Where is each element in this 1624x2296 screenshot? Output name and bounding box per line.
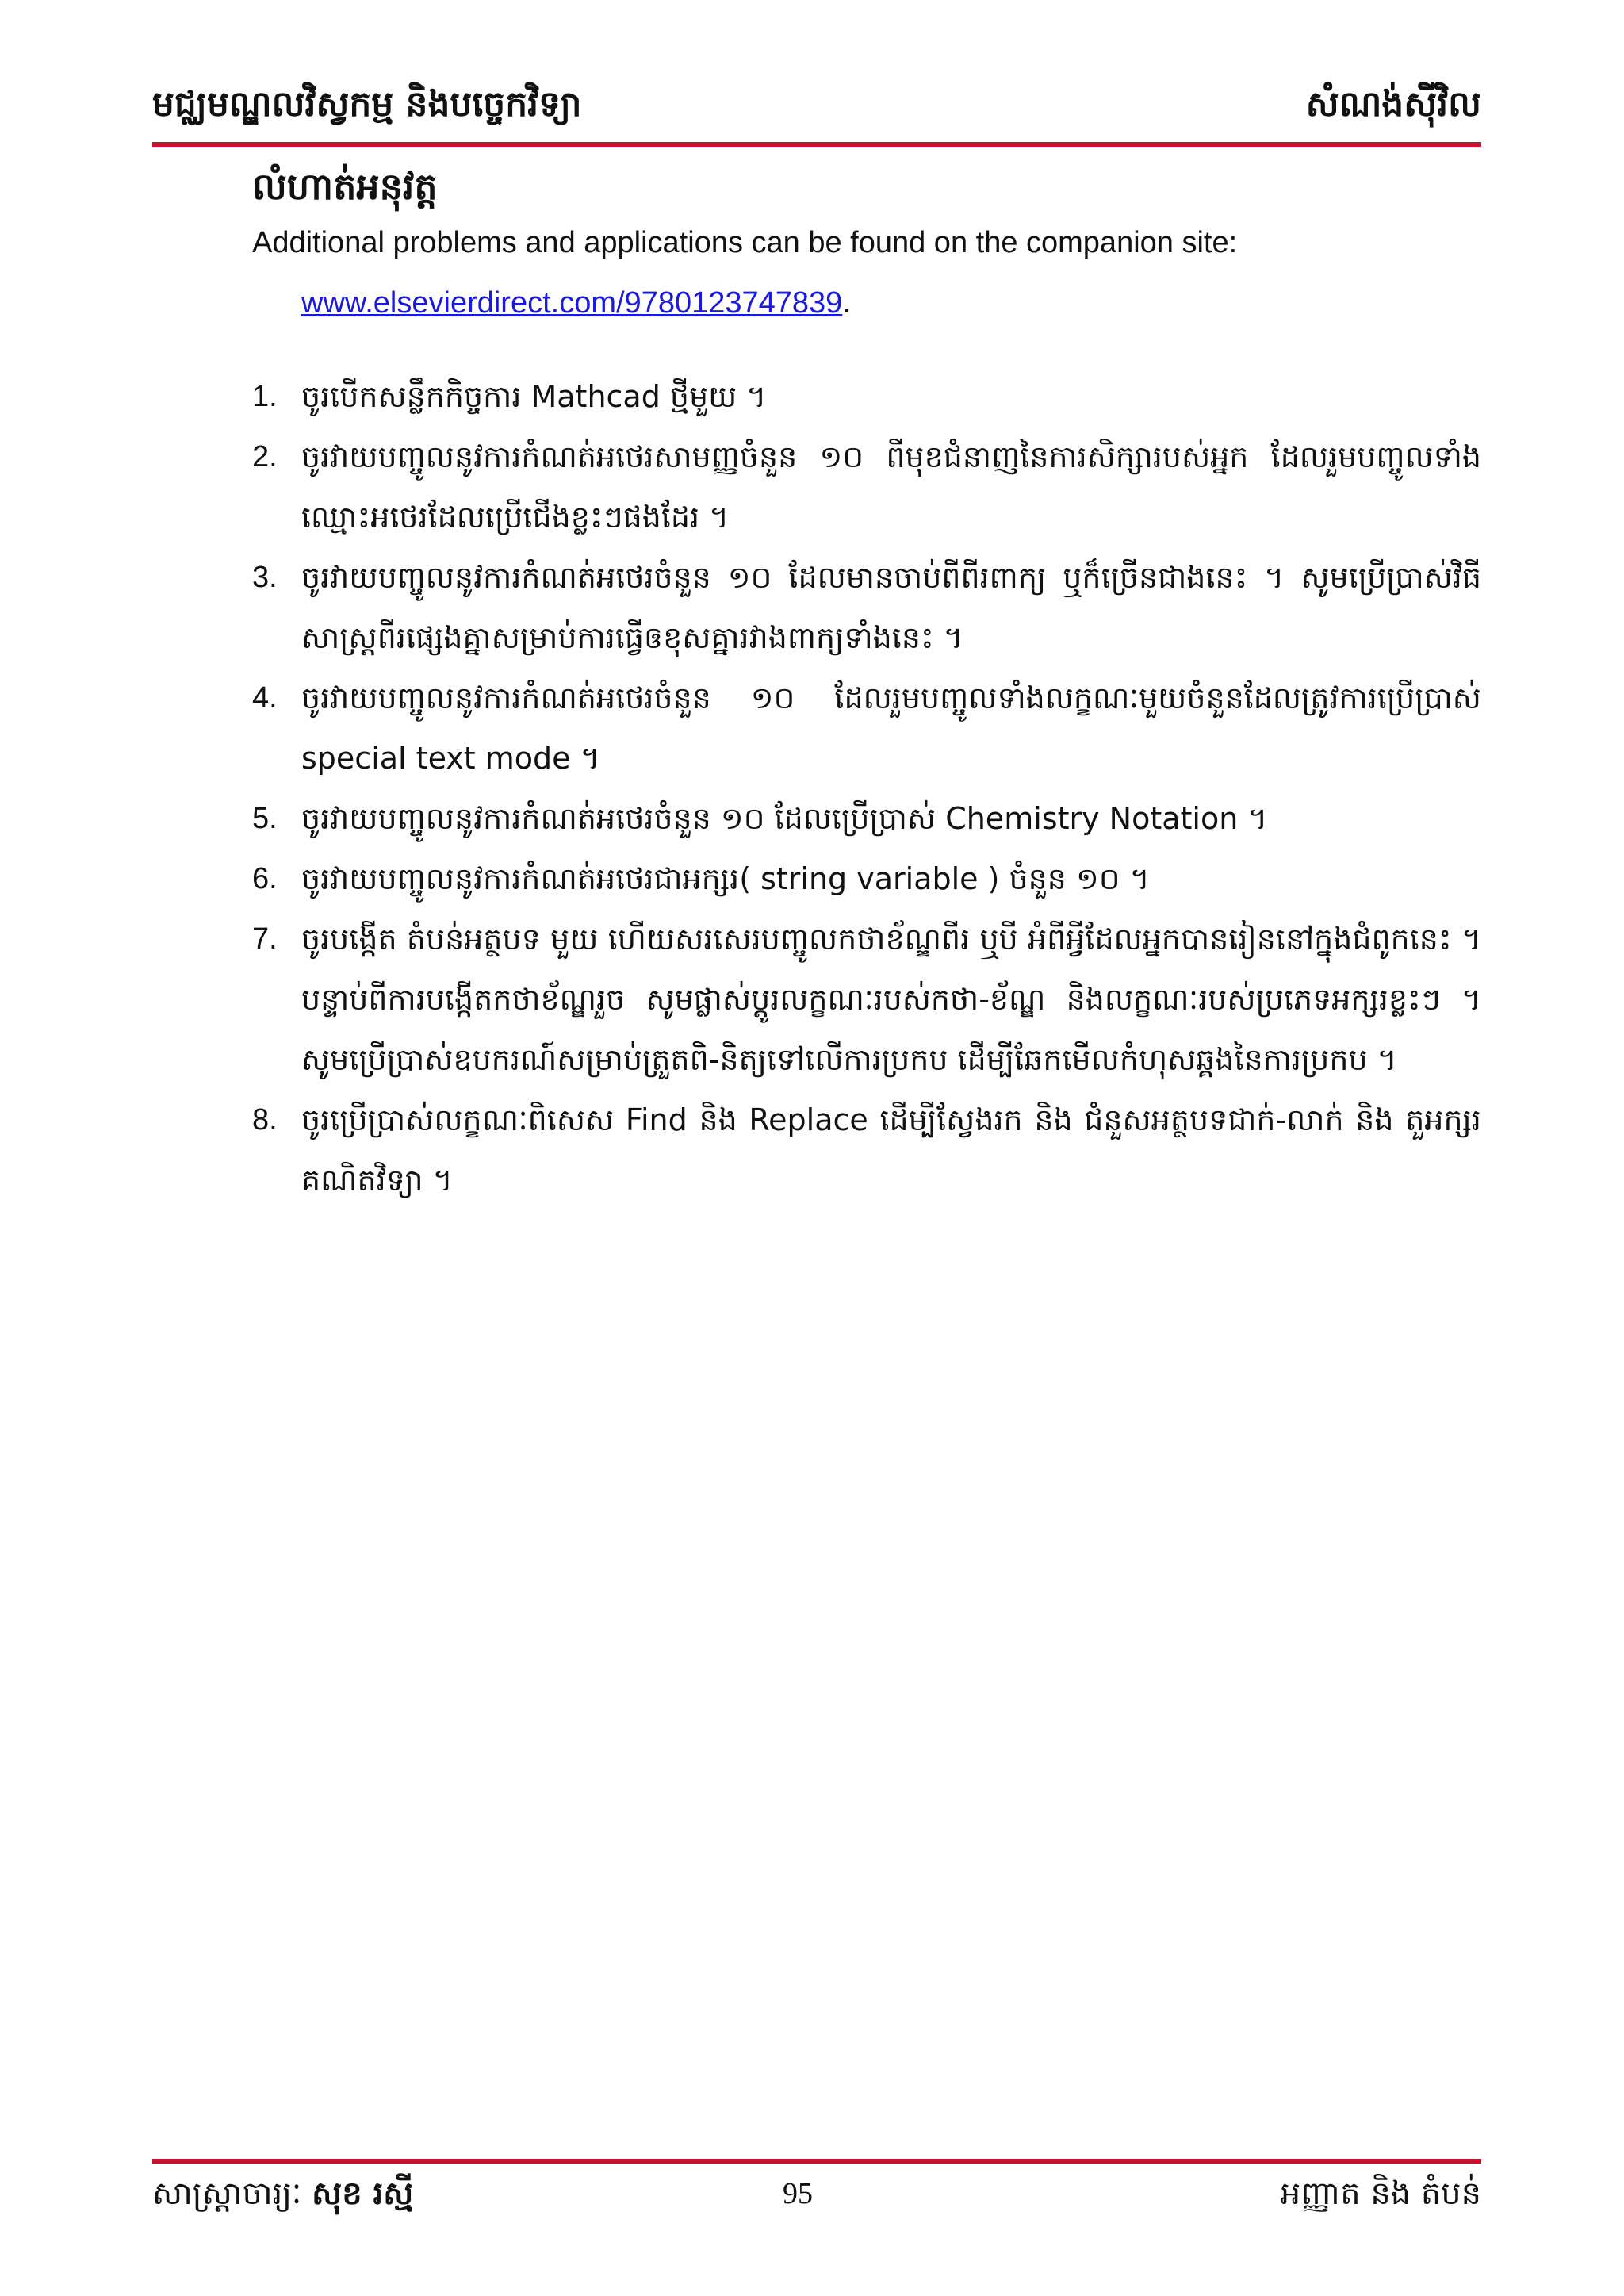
link-suffix: . bbox=[842, 286, 851, 320]
problem-item bbox=[252, 909, 1481, 1090]
problem-item bbox=[252, 668, 1481, 788]
author-label: សាស្ត្រាចារ្យៈ bbox=[152, 2175, 302, 2212]
problem-text: ចូរវាយបញ្ចូលនូវការកំណត់អថេរជាអក្សរ( string variable ) ចំនួន ១០ ។ bbox=[301, 861, 1150, 896]
problem-number: 7. bbox=[252, 922, 278, 956]
page-number: 95 bbox=[783, 2177, 813, 2210]
section-heading: លំហាត់អនុវត្ត bbox=[252, 165, 438, 208]
problem-number: 4. bbox=[252, 681, 278, 715]
companion-site-link[interactable]: www.elsevierdirect.com/9780123747839 bbox=[301, 286, 843, 320]
problem-item bbox=[252, 788, 1481, 849]
footer-author bbox=[152, 2173, 413, 2220]
problem-text: ចូរបើកសន្លឹកកិច្ចការ Mathcad ថ្មីមួយ ។ bbox=[301, 379, 767, 414]
footer-divider bbox=[152, 2159, 1481, 2164]
problem-item bbox=[252, 547, 1481, 668]
problem-number: 8. bbox=[252, 1103, 278, 1137]
problem-number: 6. bbox=[252, 862, 278, 895]
problem-text: ចូរវាយបញ្ចូលនូវការកំណត់អថេរចំនួន ១០ ដែលរួមបញ្ចូលទាំងលក្ខណៈមួយចំនួនដែលត្រូវការប្រើប្រាស់ special text mode ។ bbox=[301, 680, 1481, 776]
page-header bbox=[152, 76, 1481, 140]
intro-text: Additional problems and applications can be found on the companion site: bbox=[252, 226, 1238, 259]
problem-item bbox=[252, 849, 1481, 909]
problem-text: ចូរវាយបញ្ចូលនូវការកំណត់អថេរចំនួន ១០ ដែលប្រើប្រាស់ Chemistry Notation ។ bbox=[301, 801, 1268, 836]
problem-number: 2. bbox=[252, 440, 278, 473]
problem-item bbox=[252, 427, 1481, 547]
problem-text: ចូរប្រើប្រាស់លក្ខណៈពិសេស Find និង Replace ដើម្បីស្វែងរក និង ជំនួសអត្ថបទជាក់-លាក់ និង តួអក្សរគណិតវិទ្យា ។ bbox=[301, 1102, 1481, 1198]
problem-text: ចូរវាយបញ្ចូលនូវការកំណត់អថេរសាមញ្ញចំនួន ១០ ពីមុខជំនាញនៃការសិក្សារបស់អ្នក ដែលរួមបញ្ចូលទាំងឈ្មោះអថេរដែលប្រើជើងខ្លះៗផងដែរ ។ bbox=[301, 439, 1481, 535]
problem-item bbox=[252, 366, 1481, 427]
header-subject-title: សំណង់ស៊ីវិល bbox=[1305, 84, 1481, 125]
problem-text: ចូរបង្កើត តំបន់អត្ថបទ មួយ ហើយសរសេរបញ្ចូលកថាខ័ណ្ឌពីរ ឬបី អំពីអ្វីដែលអ្នកបានរៀននៅក្នុងជំពូកនេះ ។ បន្ទាប់ពីការបង្កើតកថាខ័ណ្ឌរួច សូមផ្លាស់ប្តូរលក្ខណៈរបស់កថា-ខ័ណ្ឌ និងលក្ខណៈរបស់ប្រភេទអក្សរខ្លះៗ ។ សូមប្រើប្រាស់ឧបករណ៍សម្រាប់ត្រួតពិ-និត្យទៅលើការប្រកប ដើម្បីឆែកមើលកំហុសឆ្គងនៃការប្រកប ។ bbox=[301, 922, 1481, 1077]
companion-site-line bbox=[301, 281, 1481, 325]
problem-item bbox=[252, 1090, 1481, 1210]
problem-list bbox=[252, 366, 1481, 1210]
problem-number: 5. bbox=[252, 802, 278, 835]
page-footer bbox=[152, 2173, 1481, 2229]
problem-number: 3. bbox=[252, 561, 278, 594]
header-divider bbox=[152, 142, 1481, 147]
header-institution-title: មជ្ឈមណ្ឌលវិស្វកម្ម និងបច្ចេកវិទ្យា bbox=[152, 84, 582, 125]
problem-text: ចូរវាយបញ្ចូលនូវការកំណត់អថេរចំនួន ១០ ដែលមានចាប់ពីពីរពាក្យ ឬក៏ច្រើនជាងនេះ ។ សូមប្រើប្រាស់វិធីសាស្ត្រពីរផ្សេងគ្នាសម្រាប់ការធ្វើឲខុសគ្នារវាងពាក្យទាំងនេះ ។ bbox=[301, 560, 1481, 655]
problem-number: 1. bbox=[252, 380, 278, 413]
author-name: សុខ រស្មី bbox=[312, 2175, 414, 2212]
footer-chapter-title: អញ្ញាត និង តំបន់ bbox=[1280, 2175, 1481, 2212]
page-content bbox=[252, 159, 1481, 1210]
